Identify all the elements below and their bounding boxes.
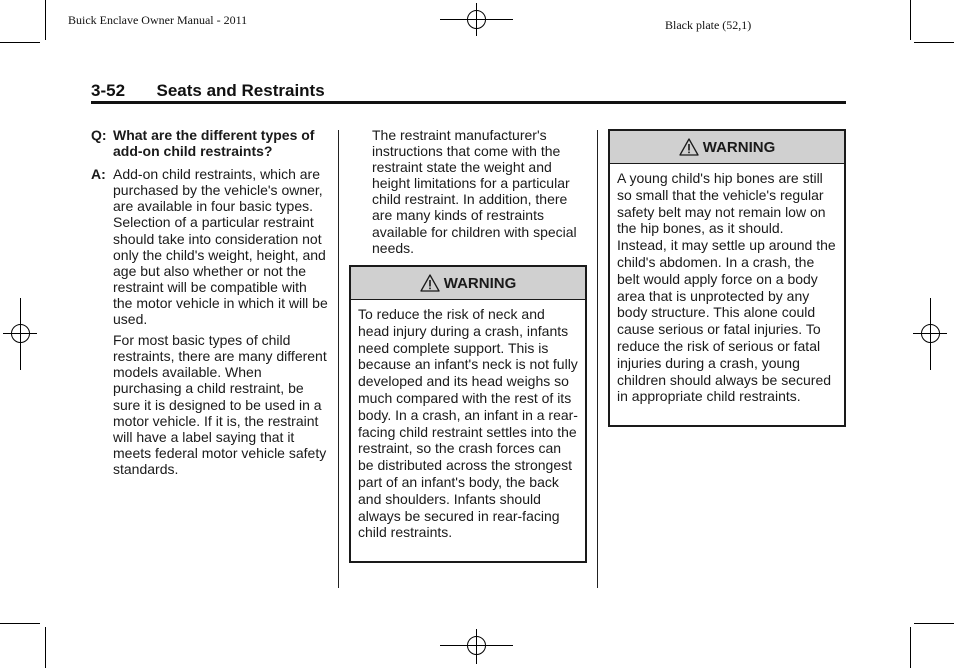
running-header-right: Black plate (52,1) bbox=[665, 18, 752, 32]
answer-paragraph-2: For most basic types of child restraints, there are many different models available. When purchasing a child restraint, be sure it is designed to be used in a motor vehicle. If it is, the restraint will have a label saying that it meets federal motor vehicle safety standards. bbox=[113, 332, 327, 477]
warning-label: WARNING bbox=[443, 274, 517, 292]
restraint-instructions-paragraph: The restraint manufacturer's instructions that come with the restraint state the weight and height limitations for a particular child restraint. In addition, there are many kinds of restraints available for children with special needs. bbox=[372, 127, 577, 256]
column-divider-1 bbox=[338, 130, 339, 588]
column-divider-2 bbox=[597, 130, 598, 588]
page-number: 3-52 bbox=[91, 81, 126, 100]
running-header-left: Buick Enclave Owner Manual - 2011 bbox=[68, 13, 248, 27]
title-rule bbox=[91, 101, 846, 104]
column-2 bbox=[372, 127, 584, 256]
column-1 bbox=[91, 127, 329, 477]
warning-text: A young child's hip bones are still so small that the vehicle's regular safety belt may not remain low on the hip bones, as it should. Instead, it may settle up around the child's abdomen. In a crash, the belt would apply force on a body area that is unprotected by any body structure. This alone could cause serious or fatal injuries. To reduce the risk of serious or fatal injuries during a crash, young children should always be secured in appropriate child restraints. bbox=[617, 170, 836, 405]
answer-label: A: bbox=[91, 166, 106, 183]
warning-header bbox=[351, 267, 585, 300]
question-text: What are the different types of add-on child restraints? bbox=[113, 127, 315, 160]
answer-paragraph-1: Add-on child restraints, which are purchased by the vehicle's owner, are available in four basic types. Selection of a particular restraint should take into consideration not only the child's weight, height, and age but also whether or not the restraint will be compatible with the motor vehicle in which it will be used. bbox=[113, 166, 328, 328]
section-title: Seats and Restraints bbox=[156, 81, 325, 100]
warning-triangle-icon bbox=[420, 274, 440, 292]
answer-block bbox=[91, 166, 329, 477]
question-label: Q: bbox=[91, 127, 107, 143]
warning-triangle-icon bbox=[679, 138, 699, 156]
warning-header bbox=[610, 131, 844, 164]
section-heading bbox=[91, 81, 325, 101]
question-block bbox=[91, 127, 329, 159]
warning-label: WARNING bbox=[702, 138, 776, 156]
warning-text: To reduce the risk of neck and head injury during a crash, infants need complete support. This is because an infant's neck is not fully developed and its head weighs so much compared with the rest of its body. In a crash, an infant in a rear-facing child restraint settles into the restraint, so the crash forces can be distributed across the strongest part of an infant's body, the back and shoulders. Infants should always be secured in rear-facing child restraints. bbox=[358, 306, 578, 541]
warning-box-neck-injury bbox=[349, 265, 587, 563]
warning-box-hip-bones bbox=[608, 129, 846, 427]
